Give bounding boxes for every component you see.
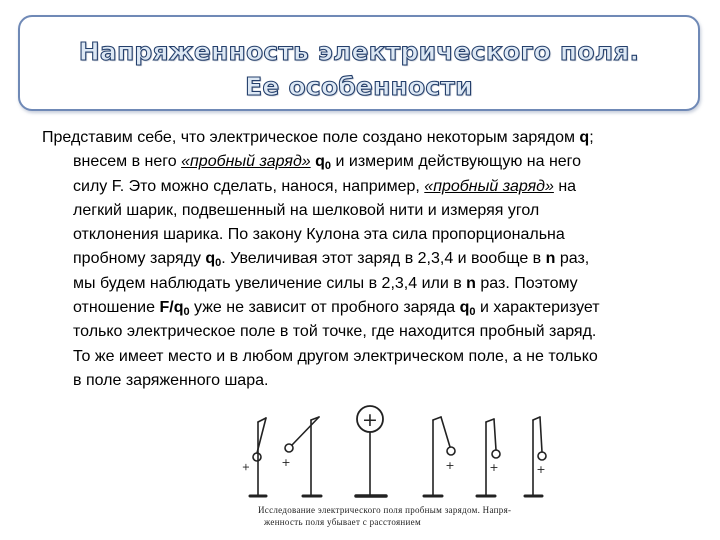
slide-title-line-1: Напряженность электрического поля.	[78, 37, 640, 66]
probe-plus-sign: +	[445, 459, 455, 472]
body-line: То же имеет место и в любом другом электрическом поле, а не только	[73, 347, 598, 365]
caption-line-2: женность поля убывает с расстоянием	[264, 517, 421, 527]
stand-4	[477, 419, 500, 496]
slide-title-line-2: Ее особенности	[245, 72, 473, 101]
body-line: внесем в него «пробный заряд» $q_0$ и измерим действующую на него	[73, 153, 582, 173]
stand-5	[525, 417, 546, 496]
center-plus-sign: +	[362, 409, 378, 431]
probe-plus-sign: +	[281, 456, 291, 469]
body-line: только электрическое поле в той точке, где находится пробный заряд.	[73, 323, 597, 341]
stand-1	[250, 418, 266, 496]
body-line: отношение $F/q_0$ уже не зависит от пробного заряда $q_0$ и характеризует	[73, 299, 600, 319]
slide-title	[20, 34, 698, 104]
body-line: легкий шарик, подвешенный на шелковой нити и измеряя угол	[73, 201, 540, 219]
body-text	[42, 126, 697, 393]
body-line: в поле заряженного шара.	[73, 371, 269, 389]
probe-plus-sign: +	[241, 462, 252, 472]
body-line: пробному заряду $q_0$. Увеличивая этот заряд в 2,3,4 и вообще в n раз,	[73, 250, 590, 270]
body-line: Представим себе, что электрическое поле создано некоторым зарядом q;	[42, 129, 594, 146]
probe-plus-sign: +	[536, 463, 546, 476]
title-box	[18, 15, 700, 111]
body-line: силу F. Это можно сделать, нанося, например, «пробный заряд» на	[73, 177, 577, 195]
figure-caption	[258, 504, 568, 528]
body-line: отклонения шарика. По закону Кулона эта сила пропорциональна	[73, 226, 565, 244]
caption-line-1: Исследование электрического поля пробным зарядом. Напря-	[258, 505, 512, 515]
stand-3	[424, 417, 455, 496]
probe-plus-sign: +	[489, 461, 499, 474]
body-line: мы будем наблюдать увеличение силы в 2,3,4 или в n раз. Поэтому	[73, 274, 578, 292]
